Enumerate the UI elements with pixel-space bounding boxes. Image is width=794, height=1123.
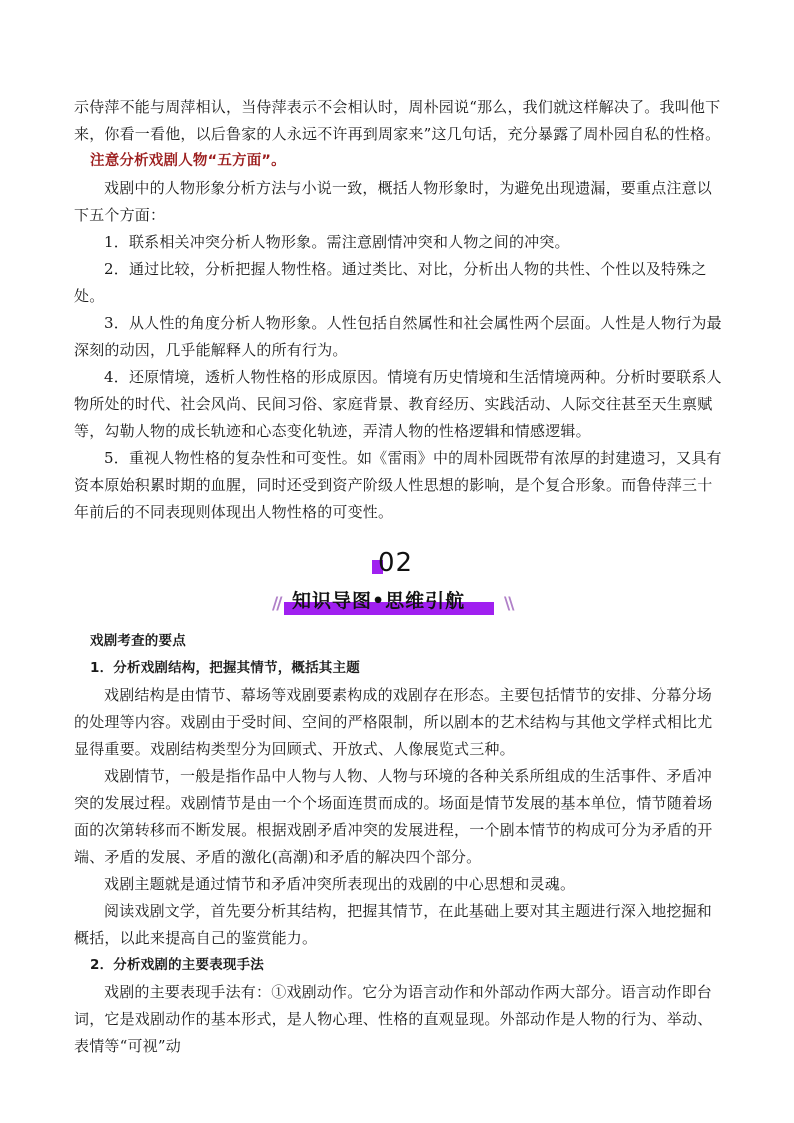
intro-paragraph: 戏剧中的人物形象分析方法与小说一致，概括人物形象时，为避免出现遗漏，要重点注意以下五个方面：	[74, 179, 713, 224]
section-badge	[74, 544, 722, 622]
section-number: 02	[378, 548, 414, 578]
badge-number-block	[372, 548, 432, 588]
subheading-2: 2．分析戏剧的主要表现手法	[90, 957, 264, 973]
body-paragraph: 阅读戏剧文学，首先要分析其结构，把握其情节，在此基础上要对其主题进行深入地挖掘和概括，以此来提高自己的鉴赏能力。	[74, 902, 713, 947]
subheading-1: 1．分析戏剧结构，把握其情节，概括其主题	[90, 660, 360, 676]
list-item: 5．重视人物性格的复杂性和可变性。如《雷雨》中的周朴园既带有浓厚的封建遗习，又具有资本原始积累时期的血腥，同时还受到资产阶级人性思想的影响，是个复合形象。而鲁侍萍三十年前后的不同表现则体现出人物性格的可变性。	[74, 449, 722, 521]
list-item: 2．通过比较，分析把握人物性格。通过类比、对比，分析出人物的共性、个性以及特殊之处。	[74, 260, 707, 305]
slash-decoration-right: \\	[504, 594, 513, 614]
body-paragraph: 戏剧情节，一般是指作品中人物与人物、人物与环境的各种关系所组成的生活事件、矛盾冲突的发展过程。戏剧情节是由一个个场面连贯而成的。场面是情节发展的基本单位，情节随着场面的次第转移而不断发展。根据戏剧矛盾冲突的发展进程，一个剧本情节的构成可分为矛盾的开端、矛盾的发展、矛盾的激化(高潮)和矛盾的解决四个部分。	[74, 767, 713, 866]
red-heading: 注意分析戏剧人物“五方面”。	[90, 153, 286, 169]
list-item: 4．还原情境，透析人物性格的形成原因。情境有历史情境和生活情境两种。分析时要联系人物所处的时代、社会风尚、民间习俗、家庭背景、教育经历、实践活动、人际交往甚至天生禀赋等，勾勒人物的成长轨迹和心态变化轨迹，弄清人物的性格逻辑和情感逻辑。	[74, 368, 722, 440]
document-page	[74, 94, 722, 1060]
list-item: 3．从人性的角度分析人物形象。人性包括自然属性和社会属性两个层面。人性是人物行为最深刻的动因，几乎能解释人的所有行为。	[74, 314, 722, 359]
section-title: 知识导图•思维引航	[292, 590, 466, 612]
slash-decoration-left: //	[272, 594, 281, 614]
list-item: 1．联系相关冲突分析人物形象。需注意剧情冲突和人物之间的冲突。	[104, 233, 570, 251]
section2-heading: 戏剧考查的要点	[90, 633, 186, 649]
continued-paragraph: 示侍萍不能与周萍相认，当侍萍表示不会相认时，周朴园说“那么，我们就这样解决了。我叫他下来，你看一看他，以后鲁家的人永远不许再到周家来”这几句话，充分暴露了周朴园自私的性格。	[74, 98, 721, 143]
badge-title-block	[272, 586, 522, 620]
body-paragraph: 戏剧的主要表现手法有：①戏剧动作。它分为语言动作和外部动作两大部分。语言动作即台词，它是戏剧动作的基本形式，是人物心理、性格的直观显现。外部动作是人物的行为、举动、表情等“可视”动	[74, 983, 713, 1055]
body-paragraph: 戏剧结构是由情节、幕场等戏剧要素构成的戏剧存在形态。主要包括情节的安排、分幕分场的处理等内容。戏剧由于受时间、空间的严格限制，所以剧本的艺术结构与其他文学样式相比尤显得重要。戏剧结构类型分为回顾式、开放式、人像展览式三种。	[74, 686, 713, 758]
body-paragraph: 戏剧主题就是通过情节和矛盾冲突所表现出的戏剧的中心思想和灵魂。	[104, 875, 576, 893]
